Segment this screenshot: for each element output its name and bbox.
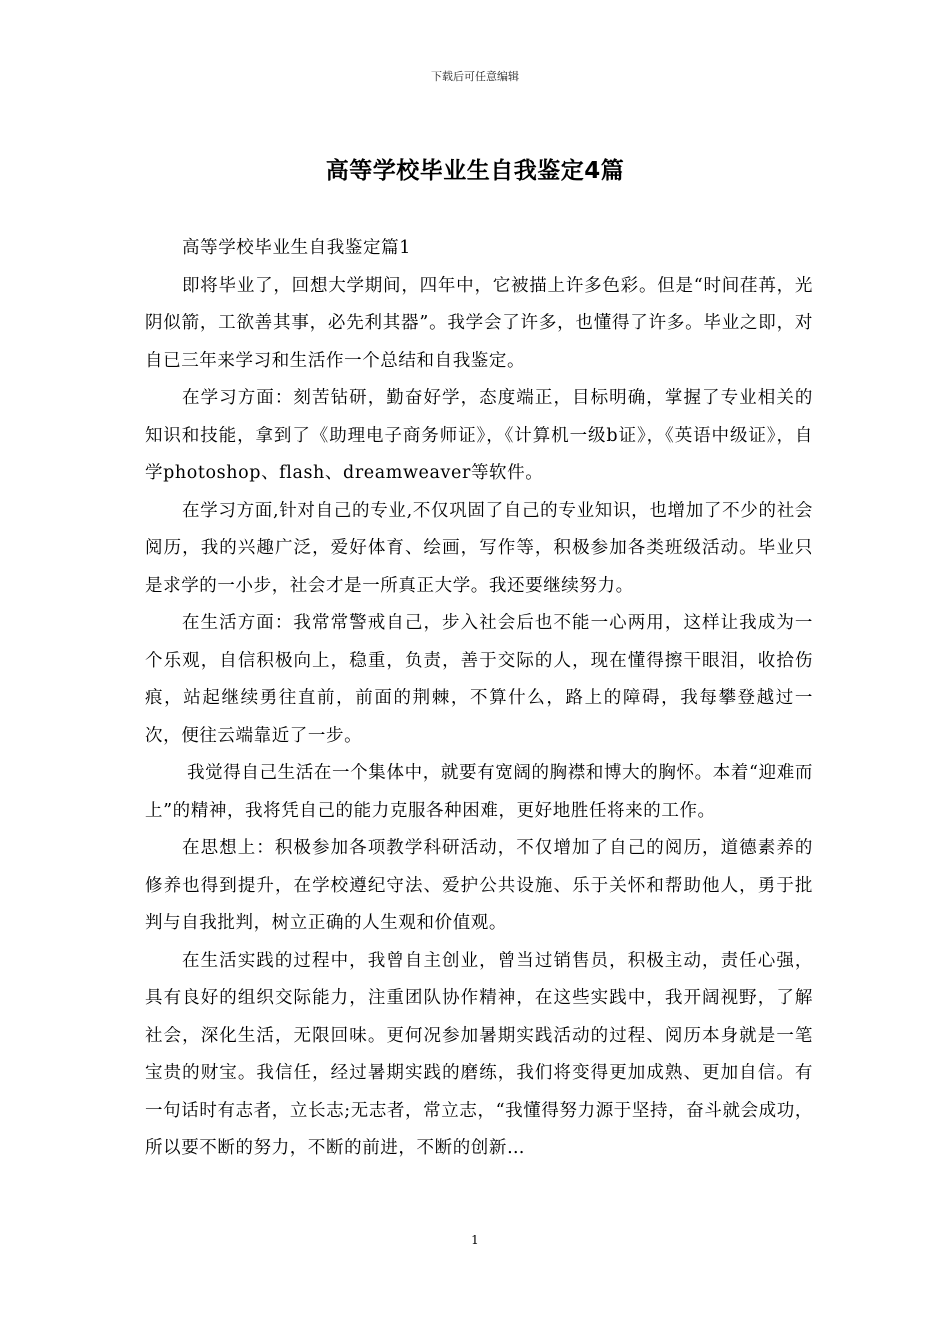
paragraph-collective: 我觉得自己生活在一个集体中，就要有宽阔的胸襟和博大的胸怀。本着“迎难而上”的精神，我将凭自己的能力克服各种困难，更好地胜任将来的工作。 <box>145 763 813 821</box>
paragraph-life: 在生活方面：我常常警戒自己，步入社会后也不能一心两用，这样让我成为一个乐观，自信积极向上，稳重，负责，善于交际的人，现在懂得擦干眼泪，收拾伤痕，站起继续勇往直前，前面的荆棘，不算什么，路上的障碍，我每攀登越过一次，便往云端靠近了一步。 <box>145 613 813 746</box>
page-number: 1 <box>471 1233 479 1247</box>
header-note: 下载后可任意编辑 <box>431 70 519 83</box>
paragraph-practice: 在生活实践的过程中，我曾自主创业，曾当过销售员，积极主动，责任心强，具有良好的组织交际能力，注重团队协作精神，在这些实践中，我开阔视野，了解社会，深化生活，无限回味。更何况参加暑期实践活动的过程、阅历本身就是一笔宝贵的财宝。我信任，经过暑期实践的磨练，我们将变得更加成熟、更加自信。有一句话时有志者，立长志;无志者，常立志，“我懂得努力源于坚持，奋斗就会成功，所以要不断的努力，不断的前进，不断的创新… <box>145 950 813 1158</box>
paragraph-thought: 在思想上：积极参加各项教学科研活动，不仅增加了自己的阅历，道德素养的修养也得到提升，在学校遵纪守法、爱护公共设施、乐于关怀和帮助他人，勇于批判与自我批判，树立正确的人生观和价值观。 <box>145 838 813 933</box>
section-heading: 高等学校毕业生自我鉴定篇1 <box>182 238 411 258</box>
document-body <box>145 230 813 1168</box>
document-title: 高等学校毕业生自我鉴定4篇 <box>325 158 625 184</box>
paragraph-study-major: 在学习方面,针对自己的专业,不仅巩固了自己的专业知识，也增加了不少的社会阅历，我的兴趣广泛，爱好体育、绘画，写作等，积极参加各类班级活动。毕业只是求学的一小步，社会才是一所真正大学。我还要继续努力。 <box>145 500 813 596</box>
paragraph-study-skills: 在学习方面：刻苦钻研，勤奋好学，态度端正，目标明确，掌握了专业相关的知识和技能，拿到了《助理电子商务师证》，《计算机一级b证》，《英语中级证》，自学photoshop、flash、dreamweaver等软件。 <box>145 388 813 483</box>
paragraph-intro: 即将毕业了，回想大学期间，四年中，它被描上许多色彩。但是“时间荏苒，光阴似箭，工欲善其事，必先利其器”。我学会了许多，也懂得了许多。毕业之即，对自已三年来学习和生活作一个总结和自我鉴定。 <box>145 275 813 371</box>
